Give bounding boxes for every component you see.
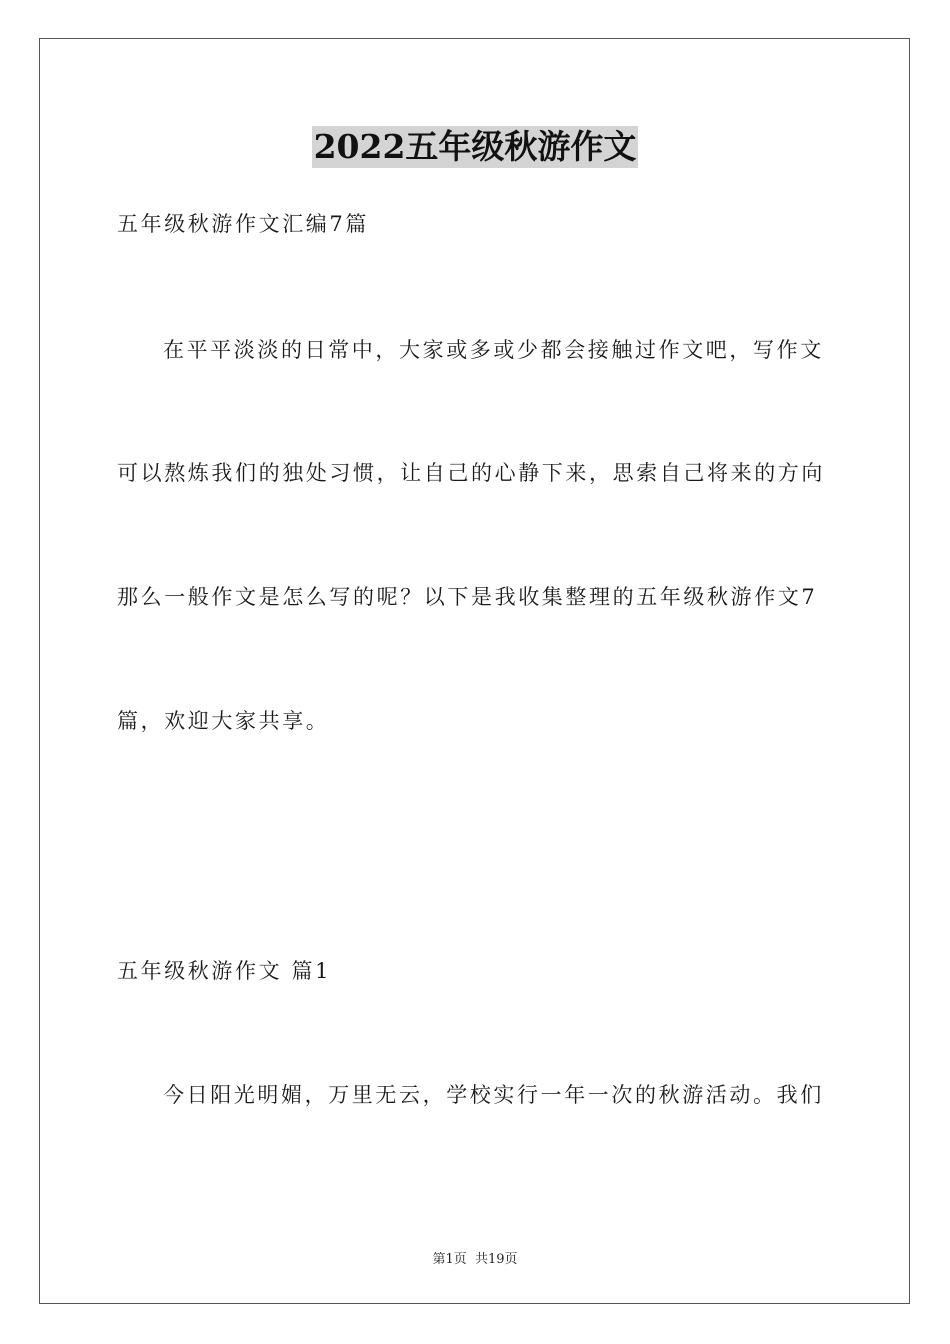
document-title: 2022五年级秋游作文	[313, 127, 637, 166]
page-footer	[0, 1248, 950, 1267]
page-total: 共19页	[474, 1252, 518, 1267]
intro-line-2: 可以熬炼我们的独处习惯，让自己的心静下来，思索自己将来的方向	[117, 461, 825, 485]
body-line-1: 今日阳光明媚，万里无云，学校实行一年一次的秋游活动。我们	[163, 1083, 824, 1107]
section-heading: 五年级秋游作文 篇1	[117, 959, 332, 983]
intro-line-4: 篇，欢迎大家共享。	[117, 709, 330, 733]
page-number: 第1页	[432, 1252, 467, 1267]
intro-line-3: 那么一般作文是怎么写的呢？以下是我收集整理的五年级秋游作文7	[117, 585, 818, 609]
intro-line-1: 在平平淡淡的日常中，大家或多或少都会接触过作文吧，写作文	[163, 338, 824, 362]
document-subtitle: 五年级秋游作文汇编7篇	[117, 212, 369, 236]
